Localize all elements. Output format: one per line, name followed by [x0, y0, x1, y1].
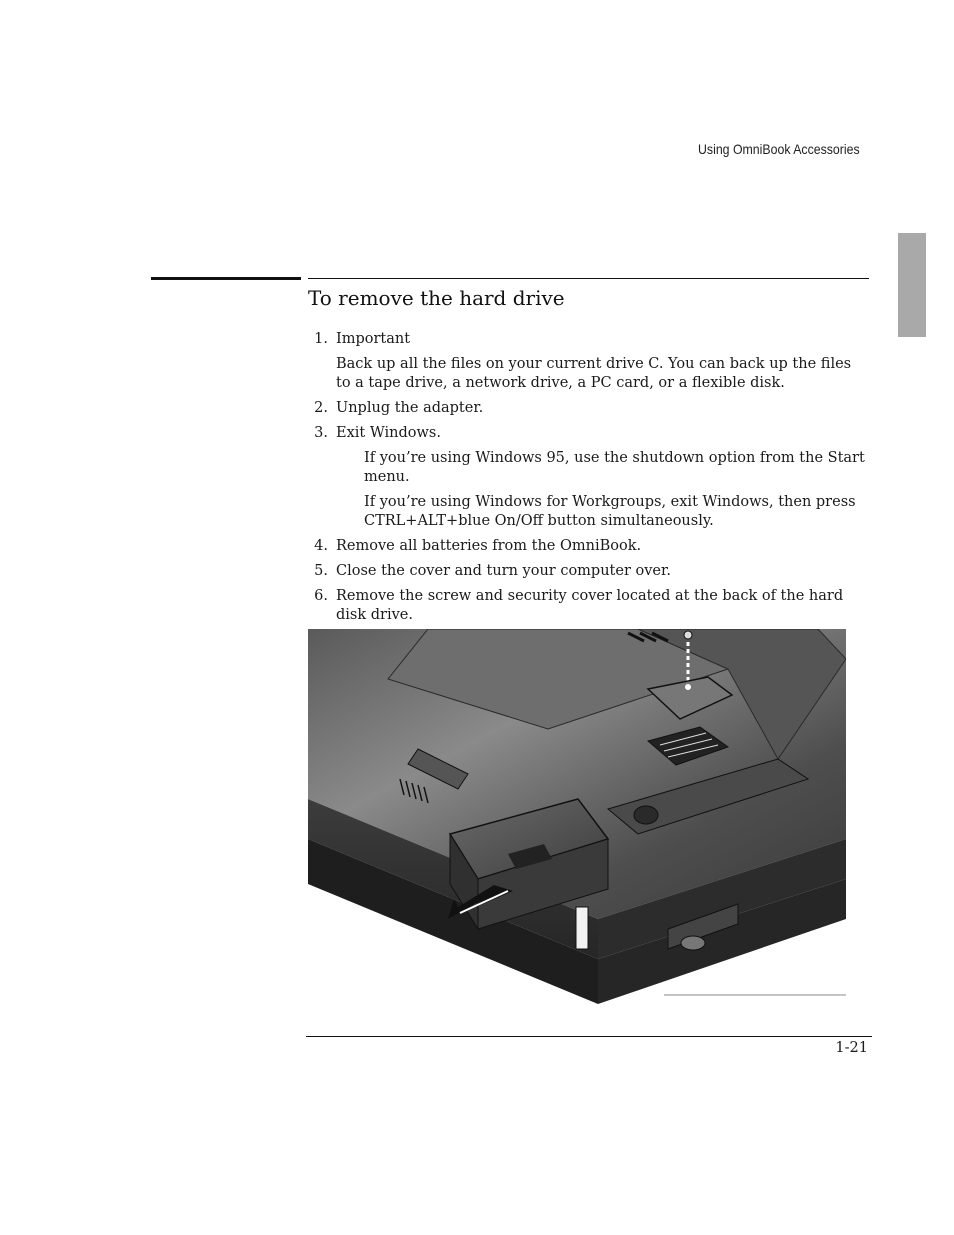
step-text: Close the cover and turn your computer over.	[336, 563, 671, 579]
step-text: Exit Windows.	[336, 425, 441, 441]
heading-rule-left	[151, 277, 301, 280]
step-6	[308, 587, 870, 625]
step-5	[308, 562, 870, 581]
chapter-thumb-tab	[898, 233, 926, 337]
step-text: Remove all batteries from the OmniBook.	[336, 538, 642, 554]
section-title: To remove the hard drive	[308, 286, 565, 310]
step-number: 6.	[314, 588, 328, 604]
step-number: 1.	[314, 331, 328, 347]
step-3	[308, 424, 870, 531]
step-number: 5.	[314, 563, 328, 579]
step-2	[308, 399, 870, 418]
step-4	[308, 537, 870, 556]
heading-rule-right	[308, 278, 869, 279]
step-number: 3.	[314, 425, 328, 441]
running-header: Using OmniBook Accessories	[698, 141, 860, 157]
footer-rule	[306, 1036, 872, 1037]
step-text: Unplug the adapter.	[336, 400, 484, 416]
step-1	[308, 330, 870, 393]
step-detail: Back up all the files on your current drive C. You can back up the files to a tape drive, a network drive, a PC card, or a flexible disk.	[336, 356, 852, 391]
procedure-steps	[308, 330, 870, 675]
step-text: Remove the screw and security cover located at the back of the hard disk drive.	[336, 588, 844, 623]
hard-drive-removal-illustration	[308, 629, 846, 1009]
step-number: 2.	[314, 400, 328, 416]
step-note: If you’re using Windows for Workgroups, exit Windows, then press CTRL+ALT+blue On/Off button simultaneously.	[364, 494, 856, 529]
step-note: If you’re using Windows 95, use the shutdown option from the Start menu.	[364, 450, 865, 485]
screw-icon	[684, 631, 692, 639]
step-text: Important	[336, 331, 411, 347]
page-number: 1-21	[835, 1040, 868, 1056]
step-number: 4.	[314, 538, 328, 554]
